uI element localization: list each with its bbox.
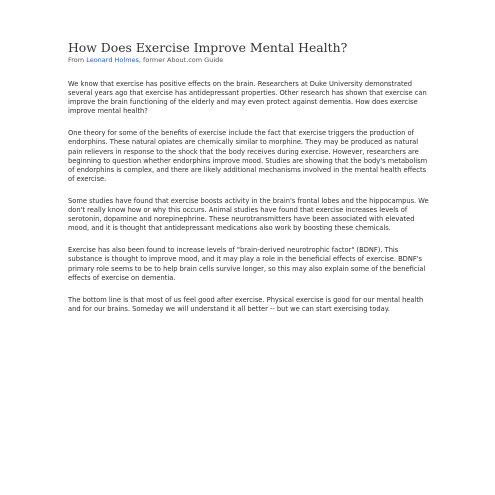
paragraph-4: Exercise has also been found to increase levels of "brain-derived neurotrophic factor" (BDNF). This substance is thought to improve mood, and it may play a role in the beneficial effects of exercise. BDNF's primary role seems to be to help brain cells survive longer, so this may also explain some of the beneficial effects of exercise on dementia. <box>68 246 426 282</box>
paragraph-3: Some studies have found that exercise boosts activity in the brain's frontal lobes and the hippocampus. We don't really know how or why this occurs. Animal studies have found that exercise increases levels of serotonin, dopamine and norepinephrine. These neurotransmitters have been associated with elevated mood, and it is thought that antidepressant medications also work by boosting these chemicals. <box>68 196 429 233</box>
author-link[interactable]: Leonard Holmes <box>86 56 139 64</box>
article-body <box>68 80 433 314</box>
byline <box>68 56 433 65</box>
article-title: How Does Exercise Improve Mental Health? <box>68 40 348 55</box>
paragraph-2: One theory for some of the benefits of exercise include the fact that exercise triggers the production of endorphins. These natural opiates are chemically similar to morphine. They may be produced as natural pain relievers in response to the shock that the body receives during exercise. However, researchers are beginning to question whether endorphins improve mood. Studies are showing that the body's metabolism of endorphins is complex, and there are likely additional mechanisms involved in the mental health effects of exercise. <box>68 129 428 183</box>
paragraph-1: We know that exercise has positive effects on the brain. Researchers at Duke University demonstrated several years ago that exercise has antidepressant properties. Other research has shown that exercise can improve the brain functioning of the elderly and may even protect against dementia. How does exercise improve mental health? <box>68 80 427 116</box>
byline-prefix: From <box>68 56 85 64</box>
byline-suffix: , former About.com Guide <box>138 56 224 64</box>
paragraph-5: The bottom line is that most of us feel good after exercise. Physical exercise is good for our mental health and for our brains. Someday we will understand it all better -- but we can start exercising today. <box>68 295 424 313</box>
article <box>68 40 433 327</box>
